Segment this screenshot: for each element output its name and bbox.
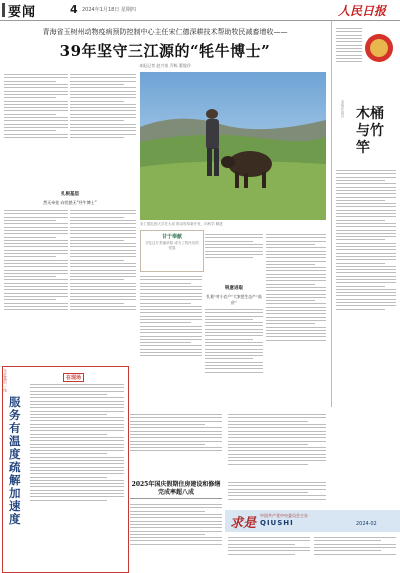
feature-box-body — [30, 382, 124, 503]
body-column-3 — [4, 208, 68, 312]
pull-quote-title: 甘于奉献 — [161, 234, 182, 240]
body-column-5 — [205, 232, 263, 261]
yak-herder-photo — [140, 72, 326, 220]
subhead-2: 锐意进取 — [225, 286, 243, 291]
secondary-headline: 2025年国庆假期住房建设和修缮完成率超八成 — [131, 481, 221, 496]
body-column-4 — [70, 208, 136, 312]
section-bar — [2, 3, 5, 17]
issue-date: 2024年1月18日 星期四 — [82, 7, 136, 13]
body-column-10 — [228, 480, 326, 502]
qiushi-toc-right — [314, 535, 396, 557]
photo-caption: 宋仁德扎根大学在大成 推动牧草新开发，向科学 精进 — [140, 222, 223, 226]
body-column-2 — [70, 72, 136, 140]
qiushi-publisher: 中国共产党中央委员会主办 — [260, 513, 308, 518]
pull-quote-body: 守住这片美丽草原 成为了牧民们的 依靠 — [145, 241, 199, 250]
subhead-block-2 — [205, 282, 263, 375]
sidebar-byline: 本报评论员 — [341, 100, 345, 118]
body-column-8 — [130, 412, 222, 454]
main-headline: 39年坚守三江源的“牦牛博士” — [59, 42, 271, 60]
subhead-1b: 然无牵挂 向忧愁无“经牛博士” — [43, 200, 97, 205]
qiushi-logo: 求是 — [230, 516, 257, 531]
subhead-block-1 — [4, 188, 136, 209]
feature-box-title: 服务有温度疏解加速度 — [9, 395, 21, 526]
qiushi-issue: 2024·02 — [356, 521, 377, 527]
subhead-2b: 扎着“对小农户”大家把生态产“高价” — [206, 294, 262, 305]
headline-kicker: 青海省玉树州动物疫病预防控制中心主任宋仁德深耕技术帮助牧民减畜增收—— — [42, 28, 288, 36]
page-number: 4 — [70, 3, 78, 16]
secondary-body — [130, 502, 222, 547]
sidebar-title: 木桶与竹竿 — [356, 106, 384, 156]
article-byline: 本报记者 赵兴家 乔栋 董俊玲 — [139, 63, 191, 68]
newspaper-logo: 人民日报 — [338, 4, 387, 18]
secondary-headline-rule — [130, 498, 222, 499]
subhead-1: 扎根基层 — [61, 192, 79, 197]
body-column-7 — [140, 274, 202, 359]
feature-box-label: 在现场 — [63, 373, 84, 382]
body-column-6 — [266, 232, 326, 343]
sidebar-poem — [336, 26, 362, 96]
feature-box-tag-text: 走近基层 一线 — [3, 369, 8, 392]
qiushi-name: QIUSHI — [260, 519, 294, 527]
sidebar-emblem-inner — [370, 39, 388, 57]
body-column-9 — [228, 412, 326, 467]
pull-quote-box — [140, 230, 204, 272]
qiushi-toc-left — [228, 535, 310, 557]
section-name: 要闻 — [8, 5, 37, 20]
body-column-1 — [4, 72, 68, 140]
sidebar-body — [336, 168, 396, 312]
